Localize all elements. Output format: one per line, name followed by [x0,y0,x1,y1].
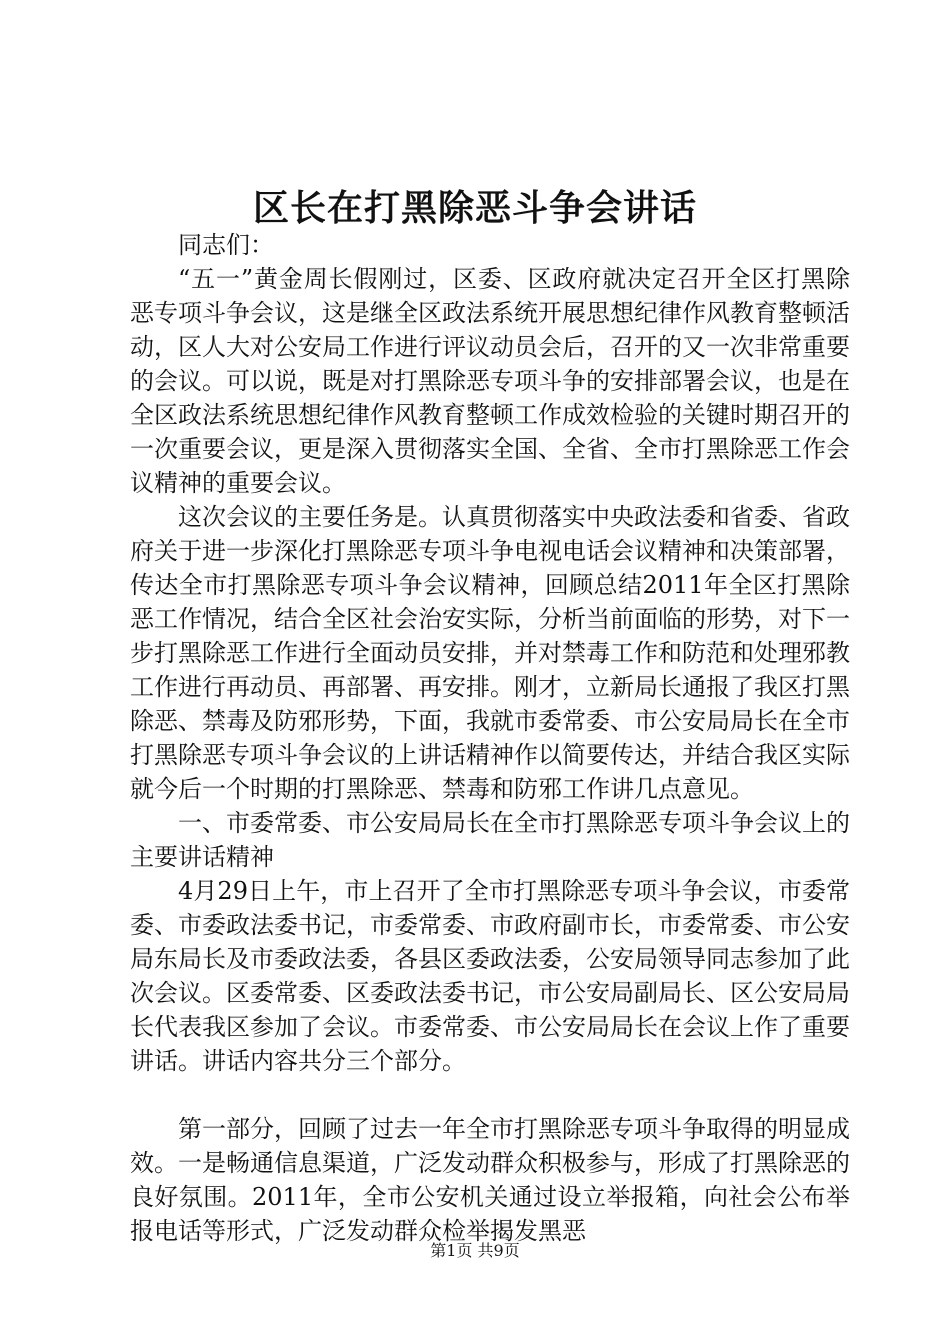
section-heading: 一、市委常委、市公安局局长在全市打黑除恶专项斗争会议上的主要讲话精神 [130,809,850,871]
body-paragraph: 这次会议的主要任务是。认真贯彻落实中央政法委和省委、省政府关于进一步深化打黑除恶专项斗争电视电话会议精神和决策部署，传达全市打黑除恶专项斗争会议精神，回顾总结2011年全区打黑除恶工作情况，结合全区社会治安实际，分析当前面临的形势，对下一步打黑除恶工作进行全面动员安排，并对禁毒工作和防范和处理邪教工作进行再动员、再部署、再安排。刚才，立新局长通报了我区打黑除恶、禁毒及防邪形势，下面，我就市委常委、市公安局局长在全市打黑除恶专项斗争会议的上讲话精神作以简要传达，并结合我区实际就今后一个时期的打黑除恶、禁毒和防邪工作讲几点意见。 [130,503,850,803]
body-paragraph: 第一部分，回顾了过去一年全市打黑除恶专项斗争取得的明显成效。一是畅通信息渠道，广泛发动群众积极参与，形成了打黑除恶的良好氛围。2011年，全市公安机关通过设立举报箱，向社会公布举报电话等形式，广泛发动群众检举揭发黑恶 [130,1115,850,1245]
salutation-paragraph: 同志们： [178,231,274,259]
document-body [130,228,850,1248]
document-title: 区长在打黑除恶斗争会讲话 [252,187,697,229]
body-paragraph: “五一”黄金周长假刚过，区委、区政府就决定召开全区打黑除恶专项斗争会议，这是继全区政法系统开展思想纪律作风教育整顿活动，区人大对公安局工作进行评议动员会后，召开的又一次非常重要的会议。可以说，既是对打黑除恶专项斗争的安排部署会议，也是在全区政法系统思想纪律作风教育整顿工作成效检验的关键时期召开的一次重要会议，更是深入贯彻落实全国、全省、全市打黑除恶工作会议精神的重要会议。 [130,265,850,497]
page-number-footer: 第1页 共9页 [430,1241,520,1260]
body-paragraph: 4月29日上午，市上召开了全市打黑除恶专项斗争会议，市委常委、市委政法委书记，市委常委、市政府副市长，市委常委、市公安局东局长及市委政法委，各县区委政法委，公安局领导同志参加了此次会议。区委常委、区委政法委书记，市公安局副局长、区公安局局长代表我区参加了会议。市委常委、市公安局局长在会议上作了重要讲话。讲话内容共分三个部分。 [130,877,850,1075]
